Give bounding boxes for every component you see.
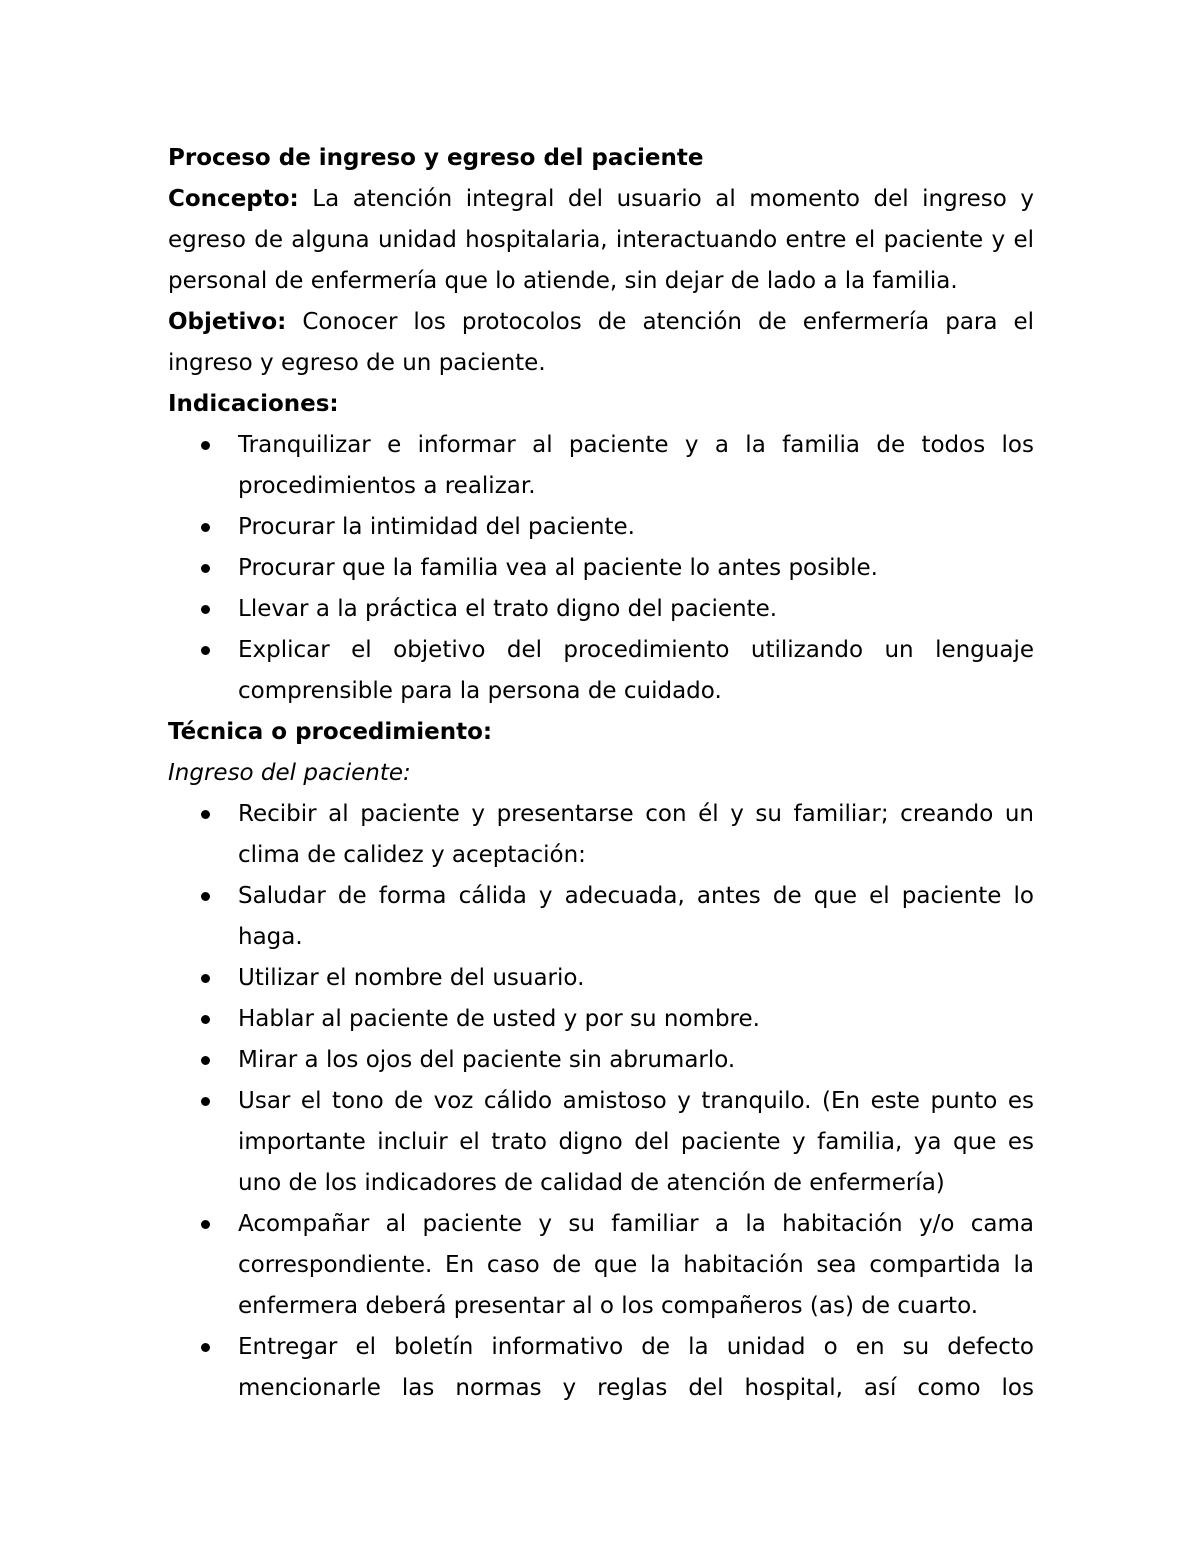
indicaciones-list	[168, 425, 1034, 712]
document-title: Proceso de ingreso y egreso del paciente	[168, 145, 704, 171]
list-item	[168, 876, 1034, 958]
list-item	[168, 630, 1034, 712]
bullet-icon	[201, 564, 210, 573]
list-item-text: Tranquilizar e informar al paciente y a la familia de todos los procedimientos a realizar.	[238, 432, 1034, 499]
list-item-text: Saludar de forma cálida y adecuada, antes de que el paciente lo haga.	[238, 883, 1034, 950]
list-item	[168, 589, 1034, 630]
list-item-text: Hablar al paciente de usted y por su nombre.	[238, 1006, 760, 1032]
list-item	[168, 425, 1034, 507]
list-item-text: Utilizar el nombre del usuario.	[238, 965, 585, 991]
tecnica-heading: Técnica o procedimiento:	[168, 719, 493, 745]
list-item-text: Mirar a los ojos del paciente sin abrumarlo.	[238, 1047, 736, 1073]
bullet-icon	[201, 1220, 210, 1229]
bullet-icon	[201, 974, 210, 983]
bullet-icon	[201, 892, 210, 901]
bullet-icon	[201, 605, 210, 614]
list-item	[168, 507, 1034, 548]
objetivo-text: Conocer los protocolos de atención de enfermería para el ingreso y egreso de un paciente.	[168, 309, 1034, 376]
list-item-text: Llevar a la práctica el trato digno del paciente.	[238, 596, 778, 622]
bullet-icon	[201, 1056, 210, 1065]
concepto-text: La atención integral del usuario al momento del ingreso y egreso de alguna unidad hospitalaria, interactuando entre el paciente y el personal de enfermería que lo atiende, sin dejar de lado a la familia.	[168, 186, 1034, 294]
document-page	[168, 138, 1034, 1409]
list-item-text: Usar el tono de voz cálido amistoso y tranquilo. (En este punto es importante incluir el trato digno del paciente y familia, ya que es uno de los indicadores de calidad de atención de enfermería)	[238, 1088, 1034, 1196]
bullet-icon	[201, 646, 210, 655]
bullet-icon	[201, 1015, 210, 1024]
indicaciones-heading: Indicaciones:	[168, 391, 339, 417]
list-item	[168, 999, 1034, 1040]
concepto-label: Concepto:	[168, 186, 299, 212]
list-item-text: Acompañar al paciente y su familiar a la habitación y/o cama correspondiente. En caso de que la habitación sea compartida la enfermera deberá presentar al o los compañeros (as) de cuarto.	[238, 1211, 1034, 1319]
ingreso-subheading: Ingreso del paciente:	[168, 760, 411, 786]
list-item-text: Procurar la intimidad del paciente.	[238, 514, 635, 540]
list-item	[168, 1081, 1034, 1204]
list-item-text: Procurar que la familia vea al paciente lo antes posible.	[238, 555, 878, 581]
list-item	[168, 958, 1034, 999]
list-item	[168, 1327, 1034, 1409]
bullet-icon	[201, 1343, 210, 1352]
bullet-icon	[201, 1097, 210, 1106]
list-item-text: Entregar el boletín informativo de la unidad o en su defecto mencionarle las normas y reglas del hospital, así como los	[238, 1334, 1034, 1401]
bullet-icon	[201, 441, 210, 450]
list-item	[168, 1040, 1034, 1081]
concepto-paragraph	[168, 179, 1034, 302]
ingreso-list	[168, 794, 1034, 1409]
bullet-icon	[201, 810, 210, 819]
list-item-text: Recibir al paciente y presentarse con él y su familiar; creando un clima de calidez y aceptación:	[238, 801, 1034, 868]
list-item-text: Explicar el objetivo del procedimiento utilizando un lenguaje comprensible para la persona de cuidado.	[238, 637, 1034, 704]
objetivo-label: Objetivo:	[168, 309, 287, 335]
list-item	[168, 548, 1034, 589]
list-item	[168, 1204, 1034, 1327]
objetivo-paragraph	[168, 302, 1034, 384]
list-item	[168, 794, 1034, 876]
bullet-icon	[201, 523, 210, 532]
